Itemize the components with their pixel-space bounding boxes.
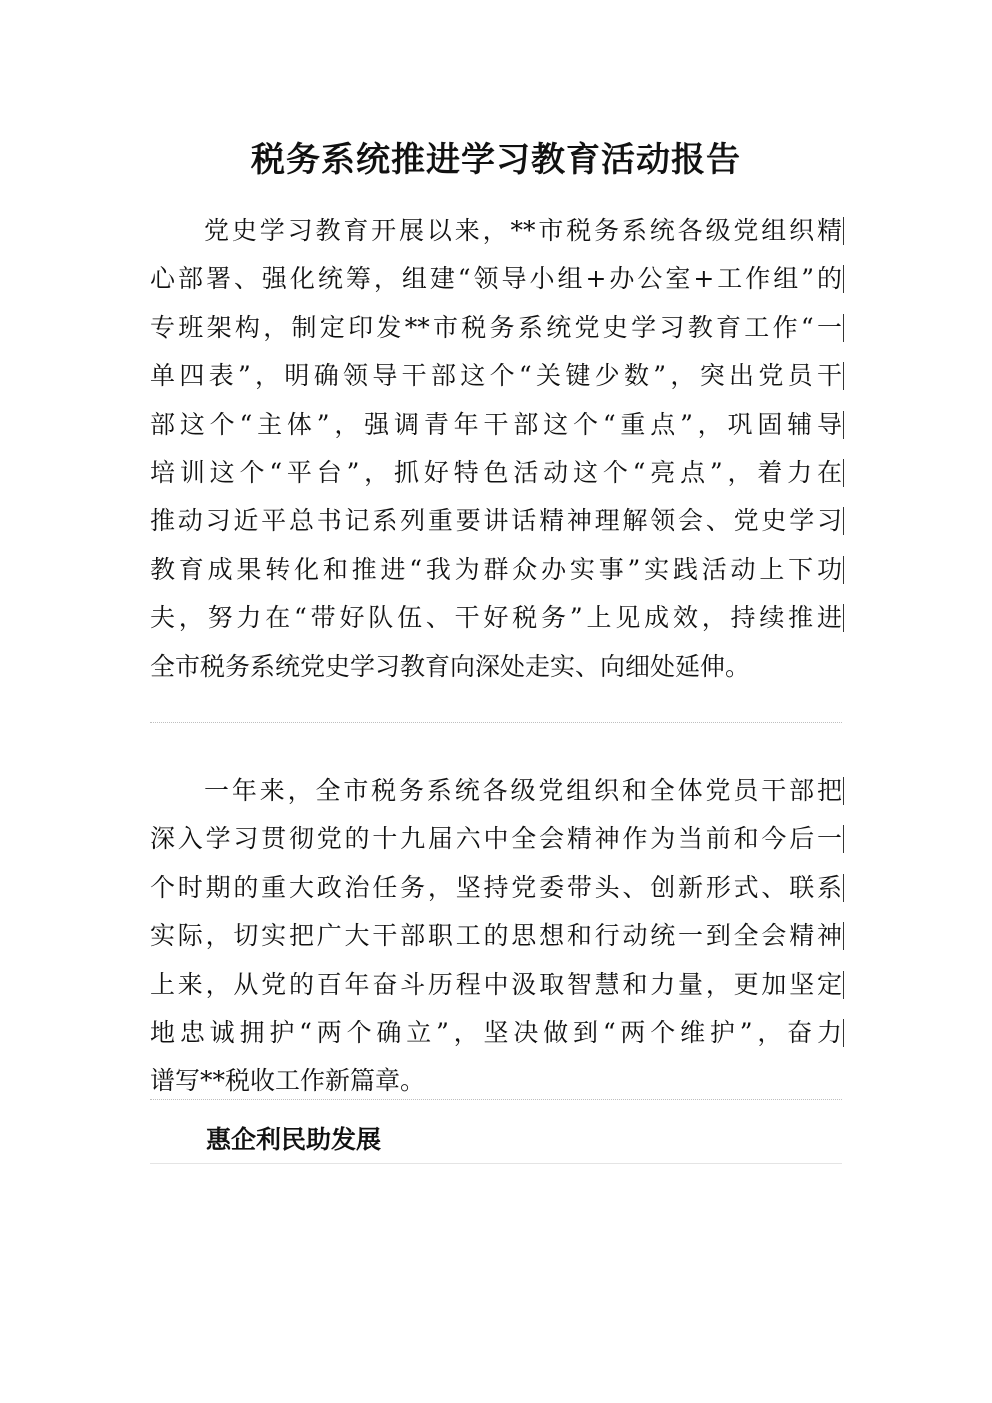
line-text: 单四表”，明确领导干部这个“关键少数”，突出党员干 <box>150 361 842 391</box>
paragraph-line <box>150 255 842 303</box>
paragraph-line <box>150 497 842 545</box>
margin-mark <box>843 411 844 439</box>
line-text: 夫，努力在“带好队伍、干好税务”上见成效，持续推进 <box>150 603 842 633</box>
line-text: 个时期的重大政治任务，坚持党委带头、创新形式、联系 <box>150 872 842 902</box>
line-text: 教育成果转化和推进“我为群众办实事”实践活动上下功 <box>150 554 842 584</box>
paragraph-line <box>150 401 842 449</box>
margin-mark <box>843 265 844 293</box>
line-text: 上来，从党的百年奋斗历程中汲取智慧和力量，更加坚定 <box>150 969 842 999</box>
paragraph-line <box>150 961 842 1009</box>
paragraph-line <box>150 912 842 960</box>
margin-mark <box>843 777 844 805</box>
paragraph-line <box>150 546 842 594</box>
margin-mark <box>843 971 844 999</box>
margin-mark <box>843 922 844 950</box>
margin-mark <box>843 1019 844 1047</box>
paragraph-line <box>150 594 842 642</box>
line-text: 谱写**税收工作新篇章。 <box>150 1066 426 1096</box>
paragraph-2 <box>150 767 842 1106</box>
line-text: 专班架构，制定印发**市税务系统党史学习教育工作“一 <box>150 312 842 342</box>
margin-mark <box>843 604 844 632</box>
margin-mark <box>843 314 844 342</box>
line-text: 培训这个“平台”，抓好特色活动这个“亮点”，着力在 <box>150 457 842 487</box>
line-text: 全市税务系统党史学习教育向深处走实、向细处延伸。 <box>150 651 751 681</box>
paragraph-line <box>150 449 842 497</box>
paragraph-line <box>150 1009 842 1057</box>
paragraph-1 <box>150 207 842 691</box>
margin-mark <box>843 217 844 245</box>
margin-mark <box>843 362 844 390</box>
paragraph-line <box>150 815 842 863</box>
margin-mark <box>843 507 844 535</box>
line-text: 深入学习贯彻党的十九届六中全会精神作为当前和今后一 <box>150 824 842 854</box>
heading-underline <box>150 1163 842 1164</box>
line-text: 一年来，全市税务系统各级党组织和全体党员干部把 <box>204 776 842 805</box>
section-heading: 惠企利民助发展 <box>206 1125 382 1154</box>
margin-mark <box>843 874 844 902</box>
line-text: 党史学习教育开展以来，**市税务系统各级党组织精 <box>204 216 842 245</box>
paragraph-divider <box>150 722 842 723</box>
margin-mark <box>843 459 844 487</box>
line-text: 部这个“主体”，强调青年干部这个“重点”，巩固辅导 <box>150 409 842 439</box>
margin-mark <box>843 556 844 584</box>
paragraph-line <box>150 643 842 691</box>
line-text: 地忠诚拥护“两个确立”，坚决做到“两个维护”，奋力 <box>150 1017 842 1047</box>
paragraph-line <box>150 864 842 912</box>
line-text: 心部署、强化统筹，组建“领导小组+办公室+工作组”的 <box>150 264 842 294</box>
paragraph-line <box>150 207 842 255</box>
paragraph-divider <box>150 1099 842 1100</box>
paragraph-line <box>150 352 842 400</box>
line-text: 实际，切实把广大干部职工的思想和行动统一到全会精神 <box>150 921 842 951</box>
margin-mark <box>843 825 844 853</box>
line-text: 推动习近平总书记系列重要讲话精神理解领会、党史学习 <box>150 506 842 536</box>
paragraph-line <box>150 767 842 815</box>
document-title: 税务系统推进学习教育活动报告 <box>251 140 741 180</box>
paragraph-line <box>150 304 842 352</box>
